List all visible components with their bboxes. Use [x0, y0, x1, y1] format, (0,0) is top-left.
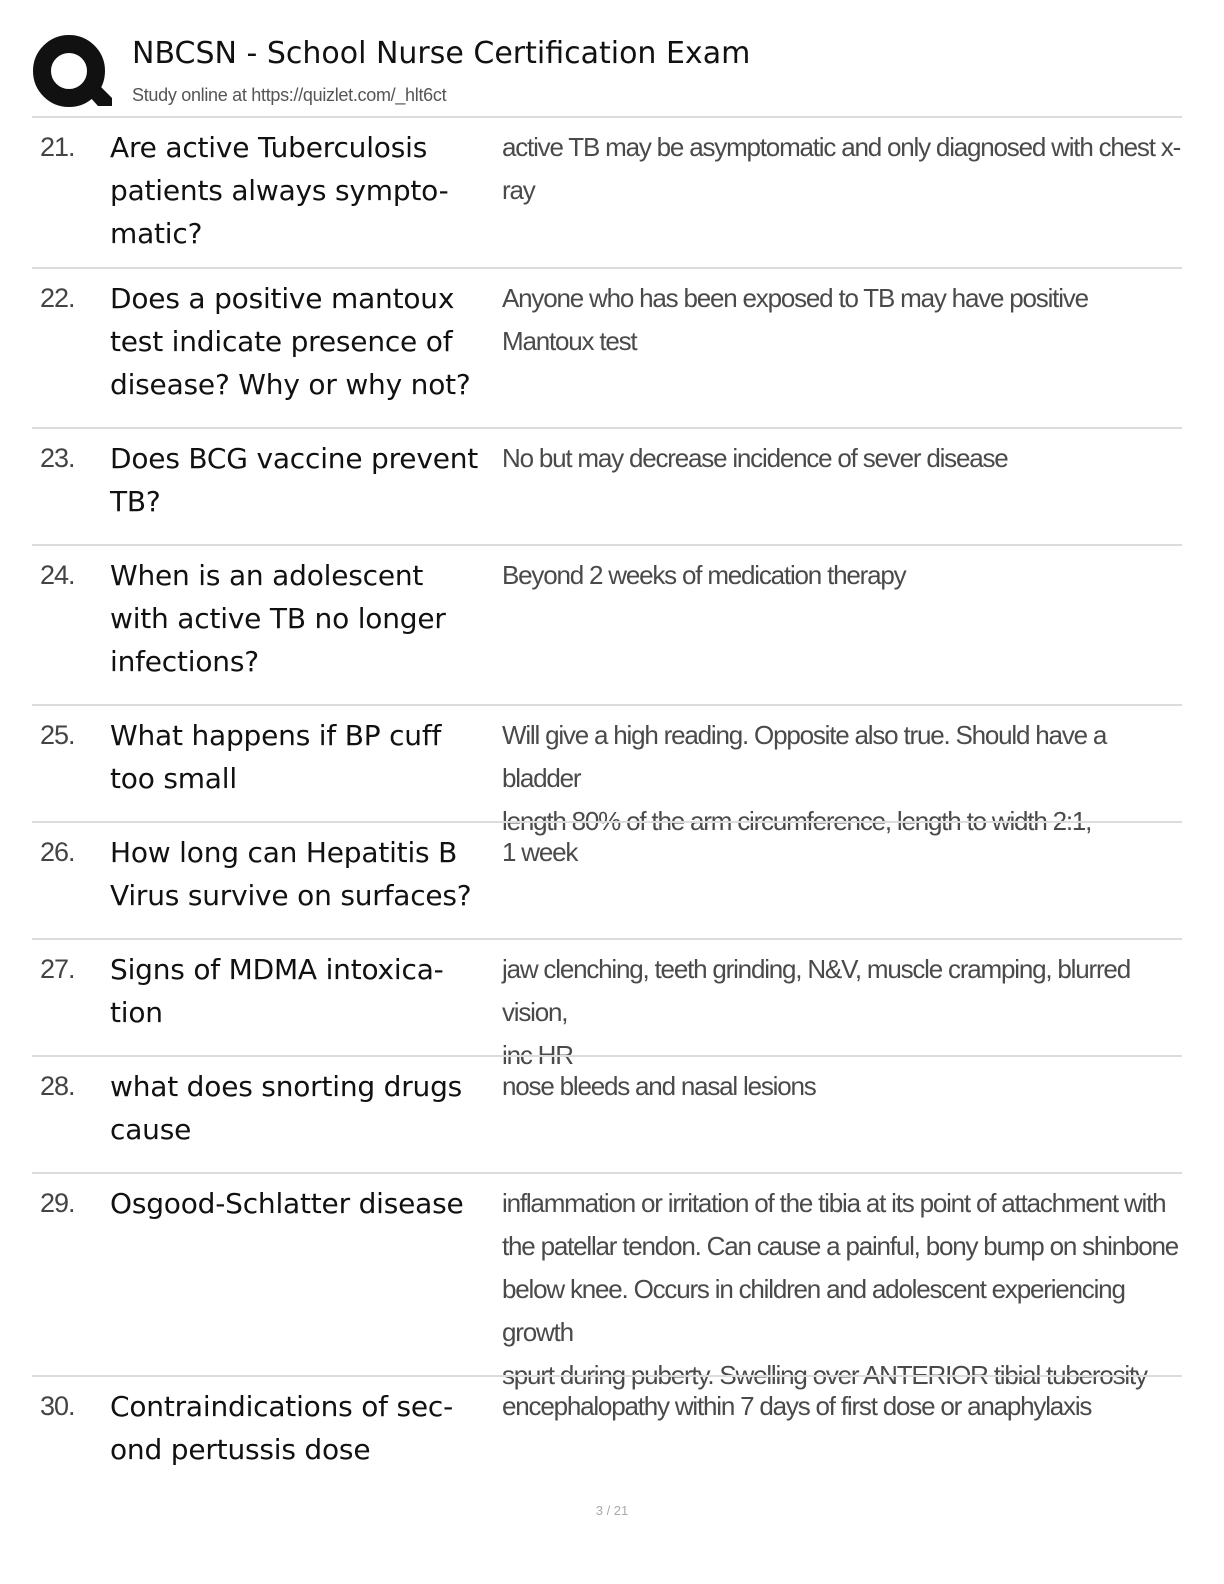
card-definition: jaw clenching, teeth grinding, N&V, muscle cramping, blurred vision, inc HR: [502, 954, 1130, 1070]
card-term: When is an adolescent with active TB no longer infections?: [110, 559, 446, 678]
card-definition: nose bleeds and nasal lesions: [502, 1071, 816, 1101]
card-term: How long can Hepatitis B Virus survive on surfaces?: [110, 836, 472, 912]
flashcard-row: [32, 1172, 1182, 1390]
card-number: 24.: [40, 560, 75, 590]
flashcard-row: [32, 544, 1182, 704]
card-term: Signs of MDMA intoxica- tion: [110, 953, 444, 1029]
flashcard-row: [32, 938, 1182, 1070]
card-term: what does snorting drugs cause: [110, 1070, 463, 1146]
card-number: 26.: [40, 837, 75, 867]
card-number: 22.: [40, 283, 75, 313]
flashcard-row: [32, 821, 1182, 938]
card-term: Does a positive mantoux test indicate presence of disease? Why or why not?: [110, 282, 471, 401]
card-number: 25.: [40, 720, 75, 750]
card-definition: Anyone who has been exposed to TB may have positive Mantoux test: [502, 283, 1088, 356]
card-definition: inflammation or irritation of the tibia at its point of attachment with the patellar tendon. Can cause a painful, bony bump on shinbone below knee. Occurs in children and adolescent experiencing growth spurt during puberty. Swelling over ANTERIOR tibial tuberosity: [502, 1188, 1179, 1390]
card-number: 21.: [40, 132, 75, 162]
card-term: Osgood-Schlatter disease: [110, 1187, 464, 1220]
card-definition: No but may decrease incidence of sever disease: [502, 443, 1008, 473]
card-definition: Beyond 2 weeks of medication therapy: [502, 560, 906, 590]
card-term: Are active Tuberculosis patients always sympto- matic?: [110, 131, 449, 250]
page-header: [32, 30, 1182, 116]
card-number: 27.: [40, 954, 75, 984]
card-definition: Will give a high reading. Opposite also true. Should have a bladder length 80% of the arm circumference, length to width 2:1,: [502, 720, 1107, 836]
flashcard-row: [32, 704, 1182, 836]
flashcard-row: [32, 267, 1182, 427]
card-number: 23.: [40, 443, 75, 473]
card-term: What happens if BP cuff too small: [110, 719, 442, 795]
card-term: Contraindications of sec- ond pertussis dose: [110, 1390, 454, 1466]
flashcard-row: [32, 1375, 1182, 1492]
card-definition: active TB may be asymptomatic and only diagnosed with chest x-ray: [502, 132, 1181, 205]
card-number: 29.: [40, 1188, 75, 1218]
flashcard-list: [32, 116, 1182, 1492]
flashcard-row: [32, 116, 1182, 267]
card-term: Does BCG vaccine prevent TB?: [110, 442, 479, 518]
card-number: 28.: [40, 1071, 75, 1101]
card-definition: encephalopathy within 7 days of first dose or anaphylaxis: [502, 1391, 1092, 1421]
card-definition: 1 week: [502, 837, 578, 867]
page-title: NBCSN - School Nurse Certification Exam: [132, 36, 751, 71]
card-number: 30.: [40, 1391, 75, 1421]
page-number: 3 / 21: [595, 1503, 629, 1518]
flashcard-row: [32, 427, 1182, 544]
flashcard-row: [32, 1055, 1182, 1172]
quizlet-q-logo-icon: [32, 34, 112, 114]
study-online-link[interactable]: Study online at https://quizlet.com/_hlt6ct: [132, 85, 447, 105]
